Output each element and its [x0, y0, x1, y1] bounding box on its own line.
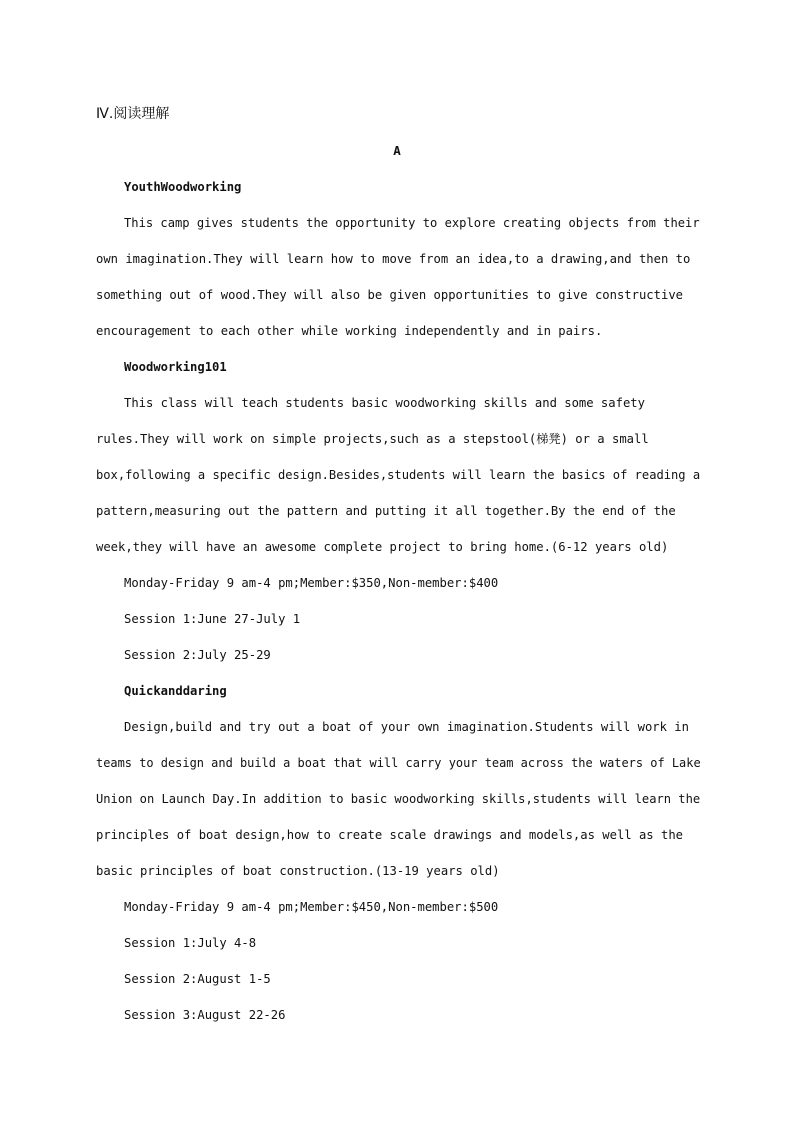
- paragraph-line: This camp gives students the opportunity to explore creating objects from their: [124, 216, 700, 230]
- paragraph-line: pattern,measuring out the pattern and putting it all together.By the end of the: [96, 504, 676, 518]
- paragraph-line: rules.They will work on simple projects,such as a stepstool(梯凳) or a small: [96, 432, 649, 446]
- paragraph-line: teams to design and build a boat that will carry your team across the waters of Lake: [96, 756, 701, 770]
- course-title-youth-woodworking: YouthWoodworking: [124, 180, 242, 194]
- paragraph-line: Design,build and try out a boat of your own imagination.Students will work in: [124, 720, 689, 734]
- course-title-quick-and-daring: Quickanddaring: [124, 684, 227, 698]
- paragraph-line: week,they will have an awesome complete project to bring home.(6-12 years old): [96, 540, 669, 554]
- passage-label: A: [393, 143, 401, 158]
- paragraph-line: Union on Launch Day.In addition to basic woodworking skills,students will learn the: [96, 792, 701, 806]
- paragraph-line: box,following a specific design.Besides,students will learn the basics of reading a: [96, 468, 701, 482]
- paragraph-line: something out of wood.They will also be given opportunities to give constructive: [96, 288, 683, 302]
- section-heading: Ⅳ.阅读理解: [96, 106, 170, 122]
- session-line: Session 2:August 1-5: [124, 972, 271, 986]
- paragraph-line: own imagination.They will learn how to move from an idea,to a drawing,and then to: [96, 252, 691, 266]
- session-line: Session 2:July 25-29: [124, 648, 271, 662]
- schedule-line: Monday-Friday 9 am-4 pm;Member:$450,Non-member:$500: [124, 900, 499, 914]
- session-line: Session 1:June 27-July 1: [124, 612, 301, 626]
- session-line: Session 1:July 4-8: [124, 936, 257, 950]
- paragraph-line: encouragement to each other while working independently and in pairs.: [96, 324, 603, 338]
- schedule-line: Monday-Friday 9 am-4 pm;Member:$350,Non-member:$400: [124, 576, 499, 590]
- paragraph-line: This class will teach students basic woodworking skills and some safety: [124, 396, 645, 410]
- course-title-woodworking-101: Woodworking101: [124, 360, 227, 374]
- session-line: Session 3:August 22-26: [124, 1008, 286, 1022]
- paragraph-line: principles of boat design,how to create scale drawings and models,as well as the: [96, 828, 683, 842]
- paragraph-line: basic principles of boat construction.(13-19 years old): [96, 864, 500, 878]
